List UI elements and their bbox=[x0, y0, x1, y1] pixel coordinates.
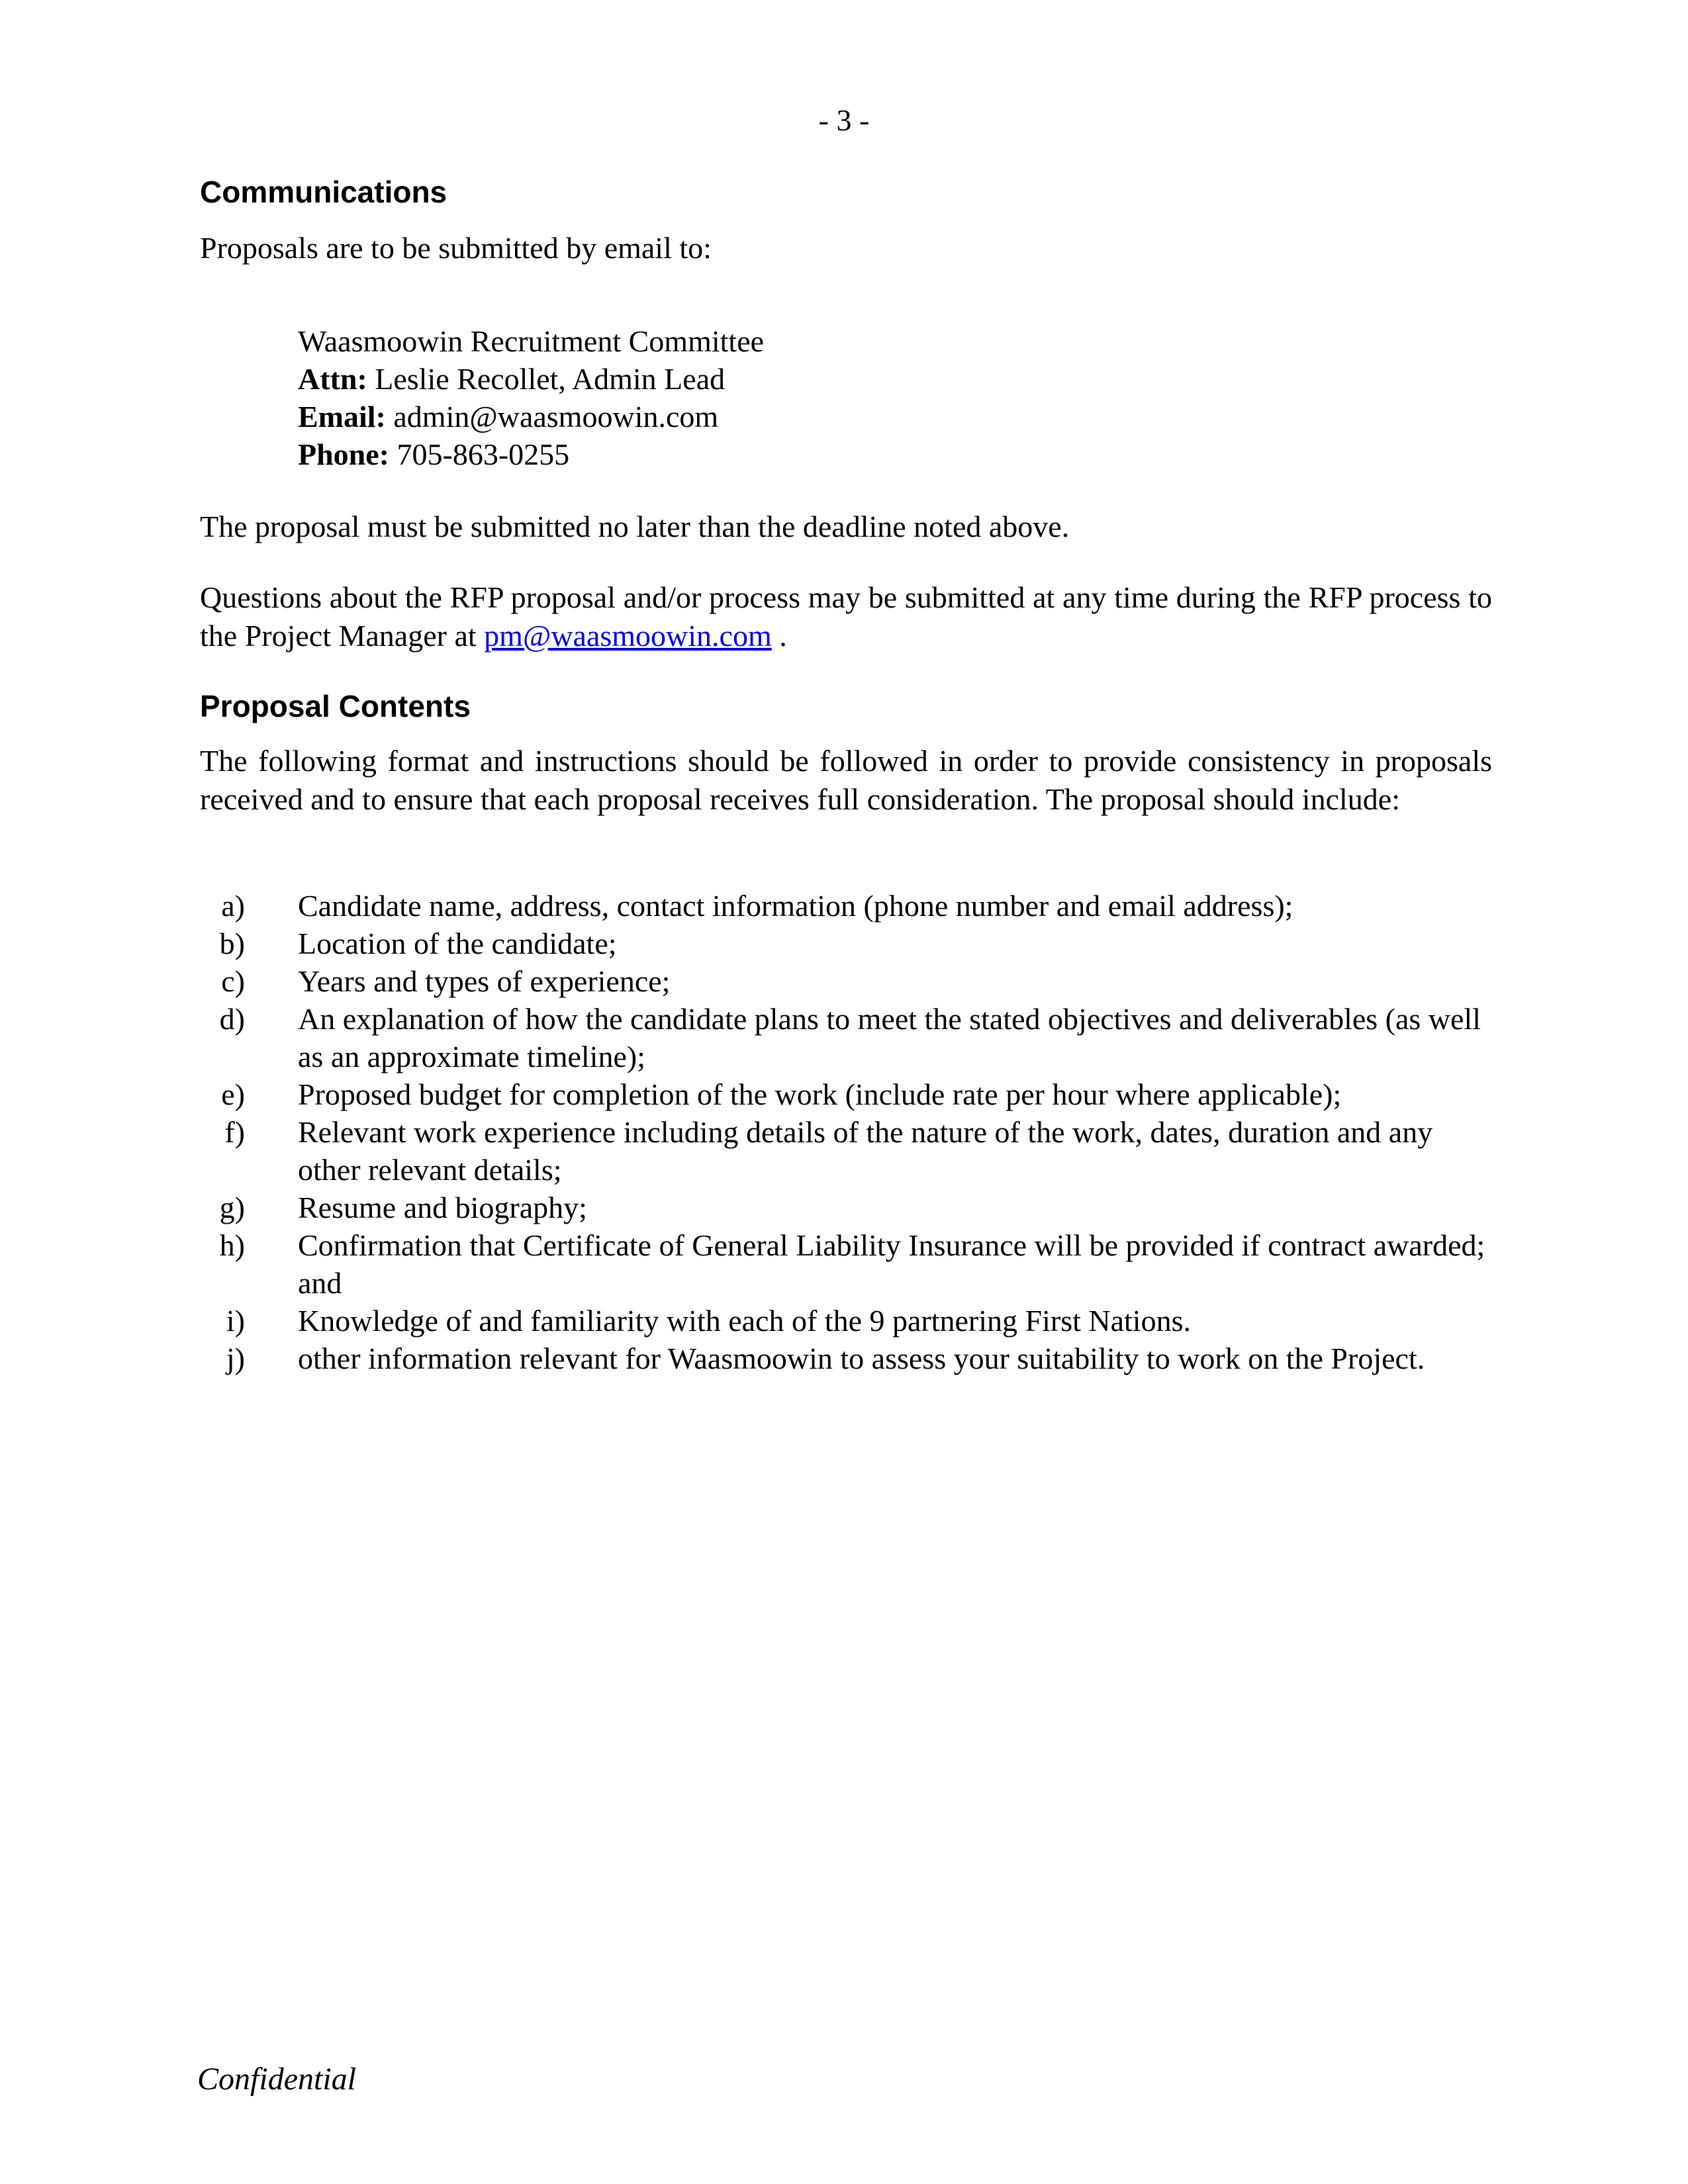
list-item-text: Proposed budget for completion of the work (include rate per hour where applicable); bbox=[298, 1077, 1342, 1111]
list-item-text: Candidate name, address, contact information (phone number and email address); bbox=[298, 889, 1293, 923]
list-item-text: Location of the candidate; bbox=[298, 927, 617, 960]
list-item bbox=[200, 1075, 1492, 1113]
list-item bbox=[200, 1340, 1492, 1377]
questions-suffix: . bbox=[779, 619, 787, 653]
list-item-marker: c) bbox=[221, 964, 245, 998]
recipient-organization: Waasmoowin Recruitment Committee bbox=[298, 324, 765, 358]
list-item-text: Relevant work experience including details of the nature of the work, dates, duration and any other relevant details; bbox=[298, 1115, 1433, 1187]
list-item-marker: h) bbox=[219, 1228, 245, 1262]
list-item-marker: f) bbox=[224, 1115, 245, 1149]
confidential-footer: Confidential bbox=[197, 2062, 356, 2097]
page-number: - 3 - bbox=[818, 103, 870, 137]
list-item-text: Knowledge of and familiarity with each of the 9 partnering First Nations. bbox=[298, 1304, 1191, 1338]
list-item bbox=[200, 925, 1492, 962]
list-item bbox=[200, 1113, 1492, 1189]
questions-paragraph bbox=[200, 578, 1492, 655]
attn-label: Attn: bbox=[298, 362, 367, 396]
email-label: Email: bbox=[298, 400, 386, 433]
proposal-contents-list bbox=[200, 887, 1492, 1377]
list-item bbox=[200, 1189, 1492, 1226]
list-item bbox=[200, 1302, 1492, 1340]
list-item bbox=[200, 1000, 1492, 1075]
proposal-contents-intro: The following format and instructions should be followed in order to provide consistency in proposals received and to ensure that each proposal receives full consideration. The proposal should include: bbox=[200, 744, 1492, 816]
list-item-marker: j) bbox=[226, 1342, 245, 1375]
list-item-text: Confirmation that Certificate of General Liability Insurance will be provided if contract awarded; and bbox=[298, 1228, 1485, 1300]
recipient-attn-line bbox=[298, 360, 764, 398]
proposal-contents-heading: Proposal Contents bbox=[200, 689, 471, 723]
project-manager-email-link[interactable]: pm@waasmoowin.com bbox=[484, 619, 772, 653]
list-item-text: Years and types of experience; bbox=[298, 964, 671, 998]
communications-intro: Proposals are to be submitted by email to: bbox=[200, 231, 712, 265]
list-item-text: other information relevant for Waasmoowin to assess your suitability to work on the Project. bbox=[298, 1342, 1425, 1375]
recipient-address-block bbox=[298, 322, 764, 473]
list-item bbox=[200, 1226, 1492, 1302]
list-item bbox=[200, 962, 1492, 1000]
phone-label: Phone: bbox=[298, 437, 389, 471]
list-item-marker: b) bbox=[219, 927, 245, 960]
list-item-marker: d) bbox=[219, 1002, 245, 1036]
questions-text: Questions about the RFP proposal and/or process may be submitted at any time during the RFP process to the Project Manager at bbox=[200, 580, 1492, 653]
list-item-text: An explanation of how the candidate plans to meet the stated objectives and deliverables (as well as an approximate timeline); bbox=[298, 1002, 1481, 1073]
recipient-email-line bbox=[298, 398, 764, 435]
list-item bbox=[200, 887, 1492, 925]
recipient-phone-line bbox=[298, 435, 764, 473]
list-item-marker: e) bbox=[221, 1077, 245, 1111]
communications-heading: Communications bbox=[200, 175, 447, 209]
deadline-paragraph: The proposal must be submitted no later than the deadline noted above. bbox=[200, 510, 1070, 543]
list-item-marker: g) bbox=[219, 1191, 245, 1224]
list-item-marker: a) bbox=[221, 889, 245, 923]
attn-value: Leslie Recollet, Admin Lead bbox=[375, 362, 726, 396]
phone-value: 705-863-0255 bbox=[397, 437, 570, 471]
list-item-text: Resume and biography; bbox=[298, 1191, 587, 1224]
email-value: admin@waasmoowin.com bbox=[393, 400, 719, 433]
list-item-marker: i) bbox=[226, 1304, 245, 1338]
